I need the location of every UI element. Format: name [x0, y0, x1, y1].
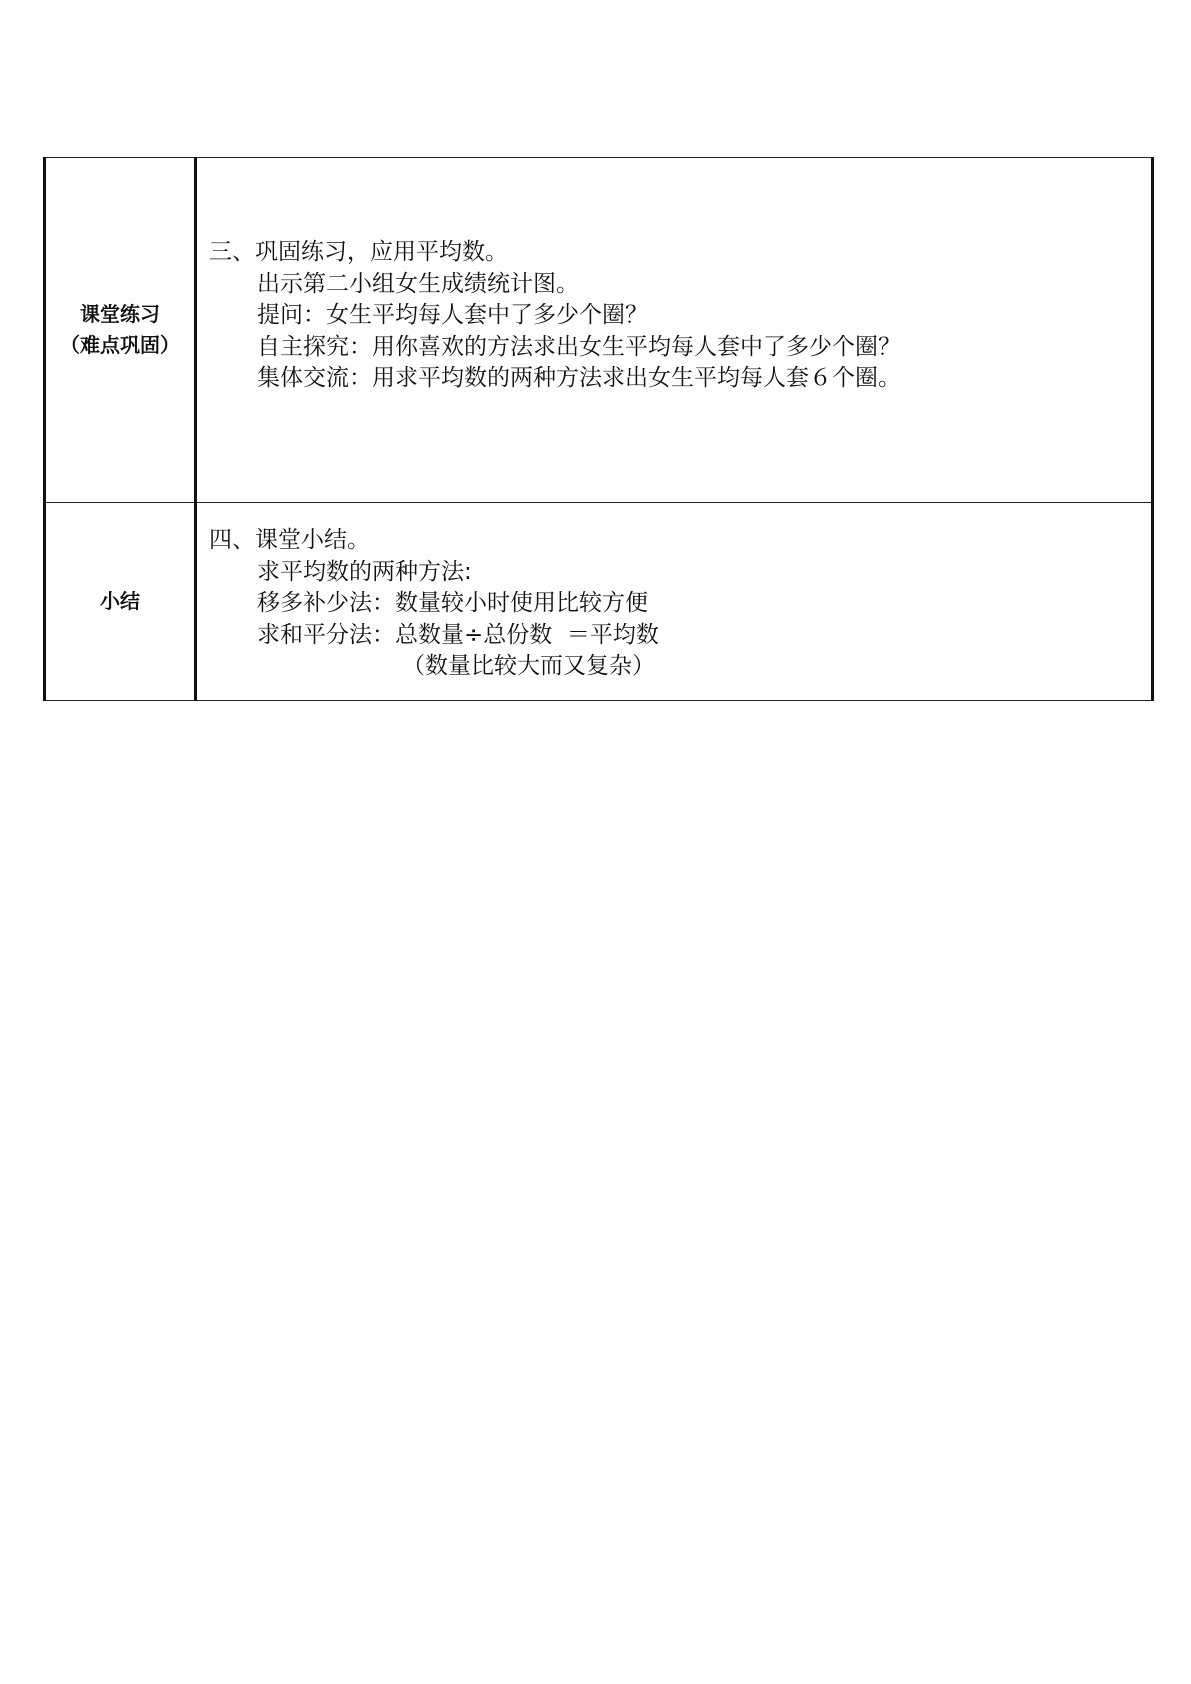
content-line: 出示第二小组女生成绩统计图。	[257, 270, 579, 297]
section-heading: 三、巩固练习，应用平均数。	[209, 239, 508, 265]
row-label-summary	[45, 503, 196, 701]
section-heading: 四、课堂小结。	[209, 527, 370, 553]
content-line: 求平均数的两种方法:	[257, 558, 472, 585]
label-line: 课堂练习	[80, 302, 160, 326]
content-line: 移多补少法：数量较小时使用比较方便	[257, 590, 648, 616]
content-line: （数量比较大而又复杂）	[402, 653, 655, 679]
content-line: 集体交流：用求平均数的两种方法求出女生平均每人套６个圈。	[257, 365, 901, 391]
content-line: 提问：女生平均每人套中了多少个圈？	[257, 302, 648, 328]
row-label-practice	[45, 158, 196, 503]
lesson-plan-table	[43, 157, 1154, 701]
content-line: 自主探究：用你喜欢的方法求出女生平均每人套中了多少个圈？	[257, 333, 901, 360]
table-row-practice	[45, 158, 1153, 503]
table-row-summary	[45, 503, 1153, 701]
row-content-summary	[196, 503, 1153, 701]
row-content-practice	[196, 158, 1153, 503]
label-line: （难点巩固）	[60, 333, 180, 357]
content-line: 求和平分法：总数量÷总份数 ＝平均数	[257, 621, 659, 648]
label-line: 小结	[100, 589, 140, 613]
